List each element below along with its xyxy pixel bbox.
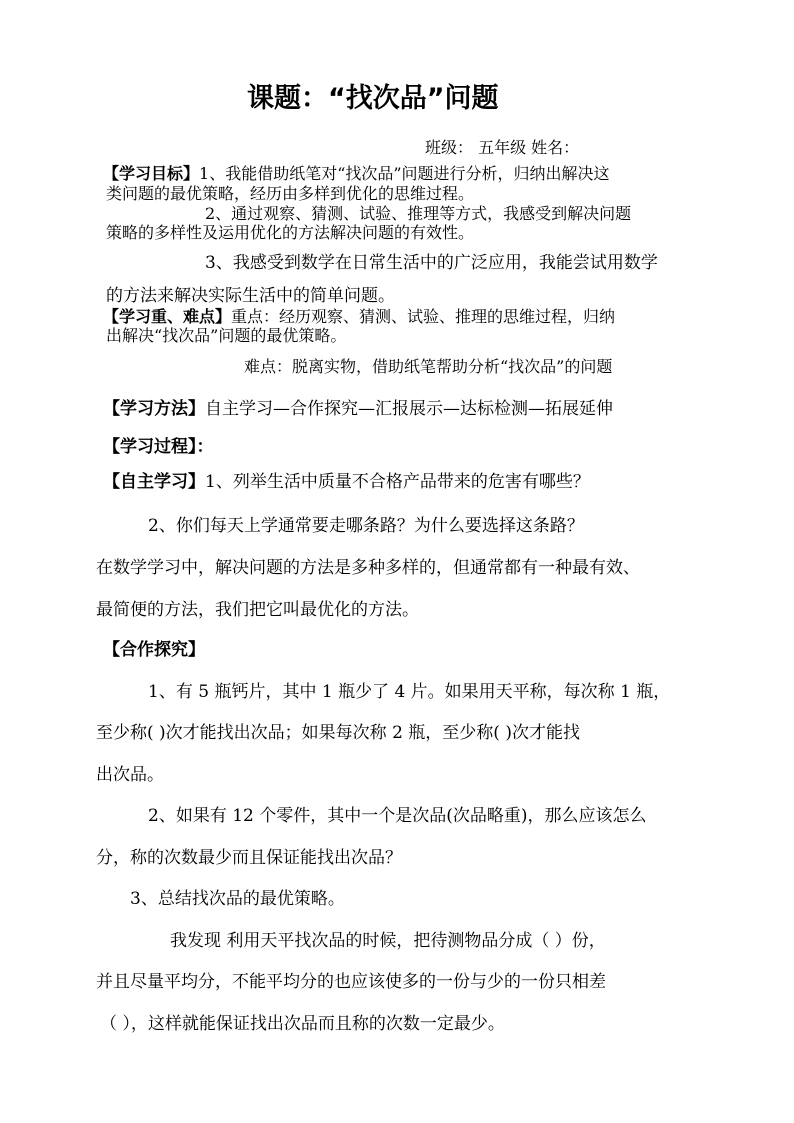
cooperate-q3: 3、总结找次品的最优策略。 <box>130 889 345 909</box>
self-study-q1: 1、列举生活中质量不合格产品带来的危害有哪些？ <box>205 472 590 492</box>
cooperate-q1-line-1: 1、有 5 瓶钙片，其中 1 瓶少了 4 片。如果用天平称，每次称 1 瓶， <box>148 682 671 702</box>
process-heading: 【学习过程】： <box>103 437 214 457</box>
finding-line-1: 我发现 利用天平找次品的时候，把待测物品分成（ ）份， <box>170 931 606 951</box>
goals-line-1 <box>103 164 610 184</box>
self-study-q2: 2、你们每天上学通常要走哪条路？为什么要选择这条路？ <box>148 516 584 536</box>
goals-text-1: 1、我能借助纸笔对“找次品”问题进行分析，归纳出解决这 <box>199 164 610 183</box>
keypoints-line-1 <box>103 307 615 327</box>
goals-line-5: 3、我感受到数学在日常生活中的广泛应用，我能尝试用数学 <box>205 253 658 273</box>
goals-line-6: 的方法来解决实际生活中的简单问题。 <box>106 286 395 306</box>
cooperate-heading: 【合作探究】 <box>103 640 205 660</box>
self-study-para-1: 在数学学习中，解决问题的方法是多种多样的，但通常都有一种最有效、 <box>96 558 640 578</box>
keypoints-heading: 【学习重、难点】 <box>103 307 232 326</box>
cooperate-q2-line-1: 2、如果有 12 个零件，其中一个是次品(次品略重)，那么应该怎么 <box>148 806 647 826</box>
class-name-line: 班级： 五年级 姓名： <box>425 138 580 157</box>
method-heading: 【学习方法】 <box>103 399 205 419</box>
goals-line-2: 类问题的最优策略，经历由多样到优化的思维过程。 <box>106 184 475 203</box>
finding-line-3: （ ），这样就能保证找出次品而且称的次数一定最少。 <box>100 1014 505 1034</box>
keypoints-line-2: 出解决“找次品”问题的最优策略。 <box>106 326 347 345</box>
self-study-line-1 <box>103 472 590 492</box>
self-study-para-2: 最简便的方法，我们把它叫最优化的方法。 <box>96 600 419 620</box>
method-line <box>103 399 613 419</box>
cooperate-q1-line-2: 至少称( )次才能找出次品；如果每次称 2 瓶，至少称( )次才能找 <box>96 723 580 743</box>
goals-line-4: 策略的多样性及运用优化的方法解决问题的有效性。 <box>106 223 475 242</box>
goals-line-3: 2、通过观察、猜测、试验、推理等方式，我感受到解决问题 <box>205 204 632 223</box>
keypoints-text-1: 重点：经历观察、猜测、试验、推理的思维过程，归纳 <box>231 307 616 326</box>
keypoints-line-3: 难点：脱离实物，借助纸笔帮助分析“找次品”的问题 <box>244 357 613 376</box>
goals-heading: 【学习目标】 <box>103 164 200 183</box>
cooperate-q2-line-2: 分，称的次数最少而且保证能找出次品？ <box>96 848 402 868</box>
finding-line-2: 并且尽量平均分，不能平均分的也应该使多的一份与少的一份只相差 <box>96 972 606 992</box>
cooperate-q1-line-3: 出次品。 <box>96 765 164 785</box>
page-title: 课题：“找次品”问题 <box>247 83 499 114</box>
self-study-heading: 【自主学习】 <box>103 472 205 492</box>
method-text: 自主学习—合作探究—汇报展示—达标检测—拓展延伸 <box>205 399 613 419</box>
